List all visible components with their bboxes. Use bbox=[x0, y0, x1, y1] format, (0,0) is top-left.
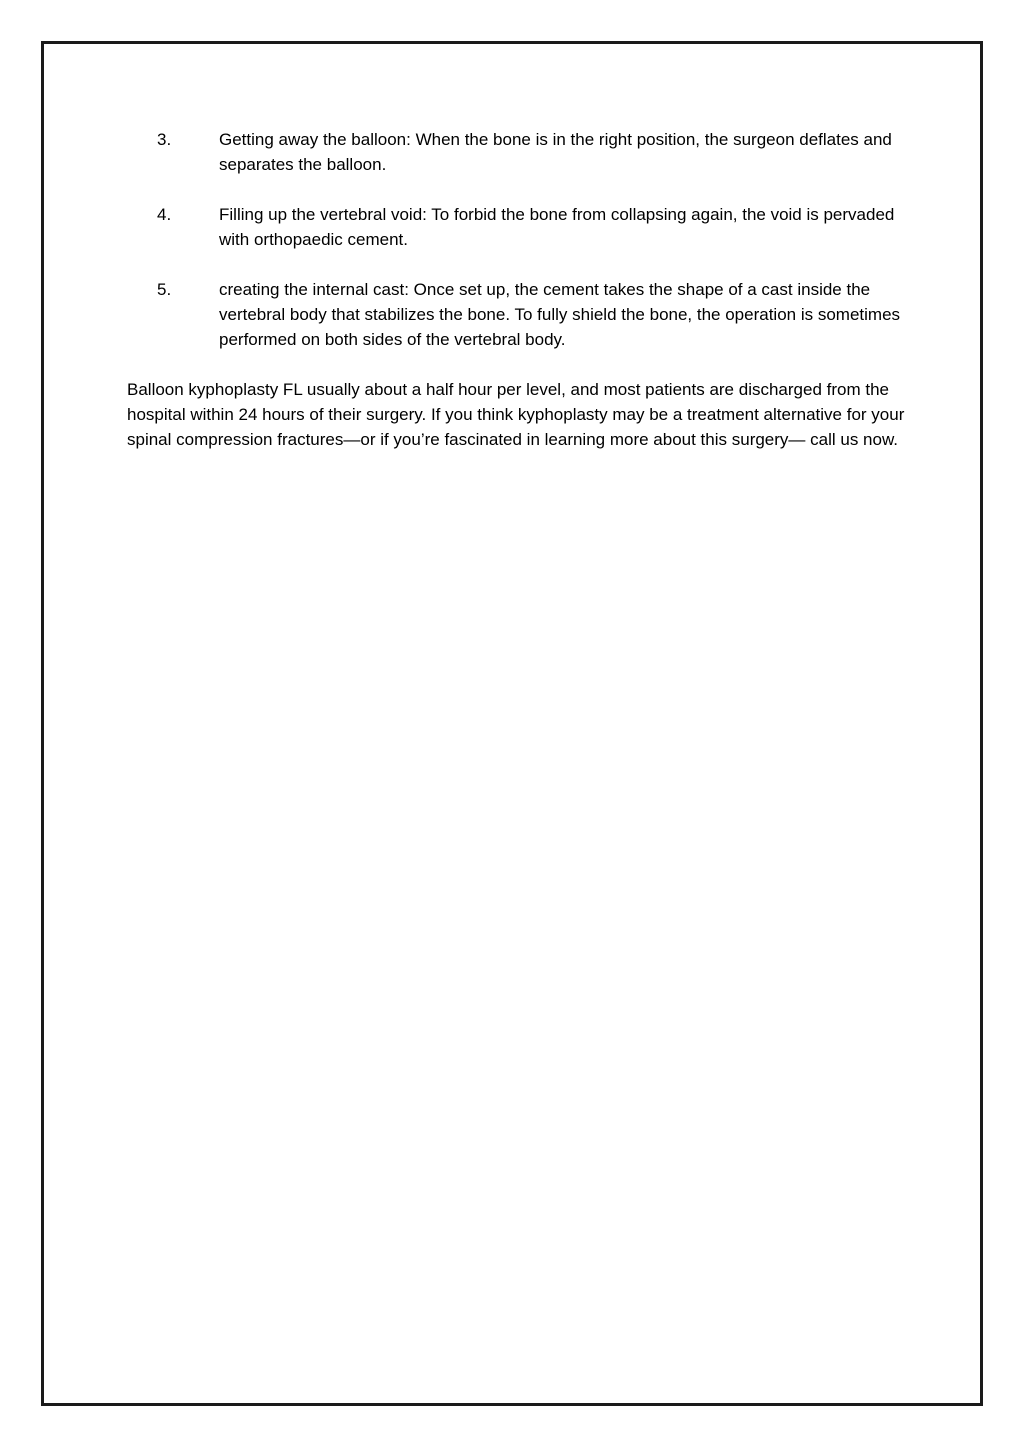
list-item bbox=[127, 127, 907, 177]
page-frame bbox=[41, 41, 983, 1406]
list-item bbox=[127, 202, 907, 252]
list-item-text: creating the internal cast: Once set up, the cement takes the shape of a cast inside the vertebral body that stabilizes the bone. To fully shield the bone, the operation is sometimes performed on both sides of the vertebral body. bbox=[219, 280, 901, 349]
list-item-number: 5. bbox=[157, 280, 172, 299]
list-item-text: Getting away the balloon: When the bone is in the right position, the surgeon deflates and separates the balloon. bbox=[219, 130, 892, 174]
numbered-list bbox=[127, 127, 907, 352]
list-item-number: 3. bbox=[157, 130, 172, 149]
list-item-number: 4. bbox=[157, 205, 172, 224]
document-body bbox=[127, 127, 907, 452]
body-paragraph: Balloon kyphoplasty FL usually about a half hour per level, and most patients are discharged from the hospital within 24 hours of their surgery. If you think kyphoplasty may be a treatment alternative for your spinal compression fractures—or if you’re fascinated in learning more about this surgery— call us now. bbox=[127, 380, 905, 449]
list-item bbox=[127, 277, 907, 352]
list-item-text: Filling up the vertebral void: To forbid the bone from collapsing again, the void is pervaded with orthopaedic cement. bbox=[219, 205, 895, 249]
